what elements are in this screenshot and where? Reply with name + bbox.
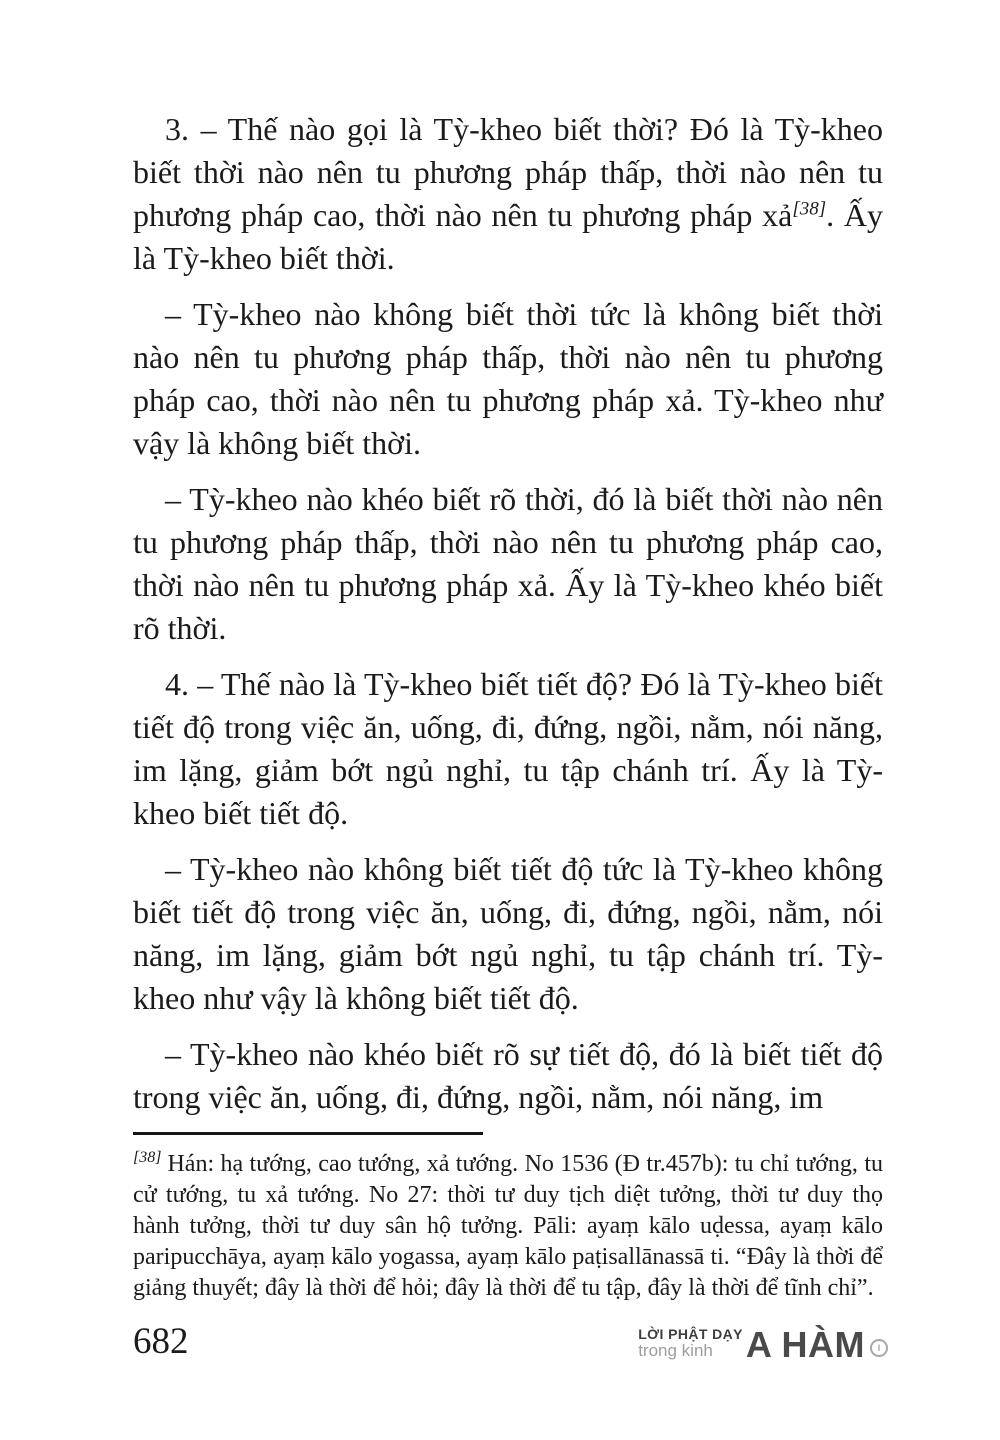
paragraph-text: . Ấy là Tỳ-kheo biết thời.: [133, 197, 884, 276]
footnote-text: Hán: hạ tướng, cao tướng, xả tướng. No 1536 (Đ tr.457b): tu chỉ tướng, tu cử tướng, tu xả tướng. No 27: thời tư duy tịch diệt tưởng, thời tư duy thọ hành tưởng, thời tư duy sân hộ tưởng. Pāli: ayaṃ kālo uḍessa, ayaṃ kālo paripucchāya, ayaṃ kālo yogassa, ayaṃ kālo paṭisallānassā ti. “Đây là thời để giảng thuyết; đây là thời để hỏi; đây là thời để tu tập, đây là thời để tĩnh chỉ”.: [133, 1151, 883, 1301]
paragraph-3-biet-thoi: [133, 108, 883, 280]
logo-title-a-ham: A HÀM: [745, 1324, 865, 1366]
paragraph-khong-biet-thoi: – Tỳ-kheo nào không biết thời tức là không biết thời nào nên tu phương pháp thấp, thời nào nên tu phương pháp cao, thời nào nên tu phương pháp xả. Tỳ-kheo như vậy là không biết thời.: [133, 296, 883, 461]
volume-one-badge-icon: I: [870, 1339, 888, 1357]
footnote-marker: [38]: [133, 1149, 162, 1166]
page-number: 682: [133, 1321, 189, 1362]
footnote-38: [133, 1149, 883, 1304]
logo-line-trong-kinh: trong kinh: [638, 1341, 713, 1360]
logo-line-loi-phat-day: LỜI PHẬT DẠY: [638, 1326, 743, 1342]
book-series-logo: [638, 1324, 888, 1366]
paragraph-kheo-biet-ro-tiet-do: – Tỳ-kheo nào khéo biết rõ sự tiết độ, đó là biết tiết độ trong việc ăn, uống, đi, đứng, ngồi, nằm, nói năng, im: [133, 1036, 883, 1115]
paragraph-4-biet-tiet-do: 4. – Thế nào là Tỳ-kheo biết tiết độ? Đó là Tỳ-kheo biết tiết độ trong việc ăn, uống, đi, đứng, ngồi, nằm, nói năng, im lặng, giảm bớt ngủ nghỉ, tu tập chánh trí. Ấy là Tỳ-kheo biết tiết độ.: [133, 666, 883, 831]
footnote-reference-38: [38]: [792, 198, 827, 220]
paragraph-kheo-biet-ro-thoi: – Tỳ-kheo nào khéo biết rõ thời, đó là biết thời nào nên tu phương pháp thấp, thời nào nên tu phương pháp cao, thời nào nên tu phương pháp xả. Ấy là Tỳ-kheo khéo biết rõ thời.: [133, 481, 883, 646]
paragraph-text: 3. – Thế nào gọi là Tỳ-kheo biết thời? Đó là Tỳ-kheo biết thời nào nên tu phương pháp thấp, thời nào nên tu phương pháp cao, thời nào nên tu phương pháp xả: [133, 111, 883, 233]
logo-subtitle-block: [638, 1327, 743, 1361]
body-text-block: [133, 108, 883, 1304]
paragraph-khong-biet-tiet-do: – Tỳ-kheo nào không biết tiết độ tức là Tỳ-kheo không biết tiết độ trong việc ăn, uống, đi, đứng, ngồi, nằm, nói năng, im lặng, giảm bớt ngủ nghỉ, tu tập chánh trí. Tỳ-kheo như vậy là không biết tiết độ.: [133, 851, 883, 1016]
footnote-separator: [133, 1132, 483, 1135]
